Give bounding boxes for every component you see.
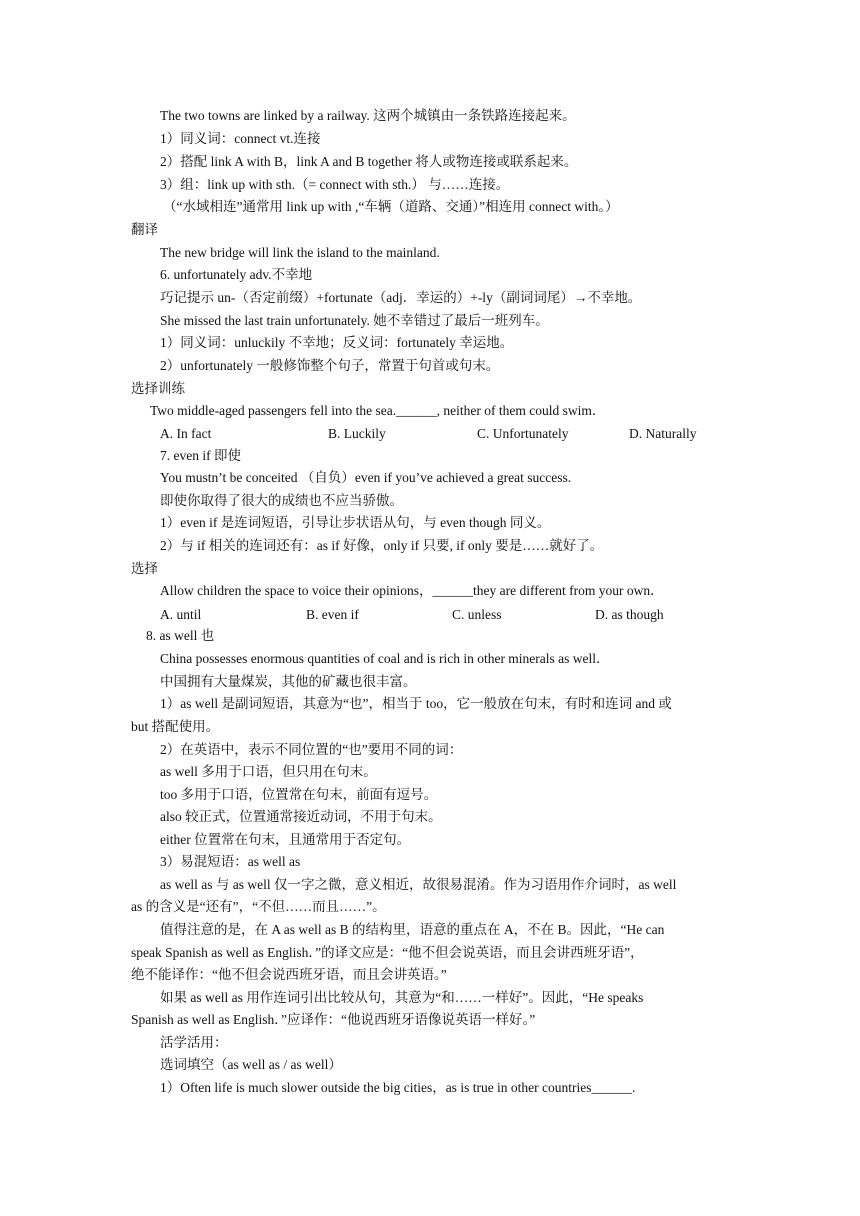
grammar-note-continued: but 搭配使用。 [131,719,220,734]
example-sentence: You mustn’t be conceited （自负）even if you’ve achieved a great success. [160,470,572,485]
related-conjunctions-note: 2）与 if 相关的连词还有：as if 好像，only if 只要, if only 要是……就好了。 [160,538,604,553]
example-translation: 即使你取得了很大的成绩也不应当骄傲。 [160,493,403,508]
practice-label: 活学活用： [160,1035,228,1050]
position-note-as-well: as well 多用于口语，但只用在句末。 [160,764,377,779]
confusable-phrase-heading: 3）易混短语：as well as [160,854,301,869]
example-sentence: China possesses enormous quantities of coal and is rich in other minerals as well． [160,651,610,666]
grammar-note: 1）as well 是副词短语，其意为“也”，相当于 too，它一般放在句末，有时和连词 and 或 [160,696,672,711]
fill-in-question: 1）Often life is much slower outside the big cities，as is true in other countries______. [160,1080,636,1095]
comparison-note-continued: Spanish as well as English．”应译作：“他说西班牙语像说英语一样好。” [131,1012,536,1027]
phrase-note: 3）组：link up with sth.（= connect with sth.） 与……连接。 [160,177,510,192]
emphasis-note-continued: 绝不能译作：“他不但会说西班牙语，而且会讲英语。” [131,967,447,982]
option-d: D. Naturally [629,426,697,441]
section-label-translate: 翻译 [131,222,158,237]
usage-note: （“水域相连”通常用 link up with ,“车辆（道路、交通）”相连用 connect with。） [163,199,619,214]
entry-heading-unfortunately: 6. unfortunately adv.不幸地 [160,267,313,282]
fill-in-instruction: 选词填空（as well as / as well） [160,1057,342,1072]
section-label-choice-training: 选择训练 [131,381,185,396]
example-sentence: She missed the last train unfortunately. 她不幸错过了最后一班列车。 [160,313,549,328]
synonym-note: 1）同义词：connect vt.连接 [160,131,321,146]
position-note-also: also 较正式，位置通常接近动词，不用于句末。 [160,809,442,824]
option-a: A. until [160,607,202,622]
option-b: B. even if [306,607,359,622]
option-d: D. as though [595,607,664,622]
memory-tip: 巧记提示 un-（否定前缀）+fortunate（adj．幸运的）+-ly（副词词尾）→不幸地。 [160,290,642,305]
section-label-choice: 选择 [131,561,158,576]
emphasis-note: 值得注意的是，在 A as well as B 的结构里，语意的重点在 A，不在 B。因此，“He can [160,922,665,937]
grammar-note: 1）even if 是连词短语，引导让步状语从句，与 even though 同义。 [160,515,551,530]
position-note-too: too 多用于口语，位置常在句末，前面有逗号。 [160,787,438,802]
synonym-antonym-note: 1）同义词：unluckily 不幸地；反义词：fortunately 幸运地。 [160,335,514,350]
position-note-heading: 2）在英语中，表示不同位置的“也”要用不同的词： [160,742,463,757]
usage-note: 2）unfortunately 一般修饰整个句子，常置于句首或句末。 [160,358,500,373]
translate-sentence: The new bridge will link the island to the mainland. [160,245,440,260]
example-sentence: The two towns are linked by a railway. 这两个城镇由一条铁路连接起来。 [160,108,576,123]
option-b: B. Luckily [328,426,386,441]
answer-options [0,606,860,624]
comparison-note: 如果 as well as 用作连词引出比较从句，其意为“和……一样好”。因此，“He speaks [160,990,644,1005]
option-a: A. In fact [160,426,212,441]
question-stem: Two middle-aged passengers fell into the sea.______, neither of them could swim． [150,403,606,418]
position-note-either: either 位置常在句末，且通常用于否定句。 [160,832,411,847]
example-translation: 中国拥有大量煤炭，其他的矿藏也很丰富。 [160,674,417,689]
emphasis-note-continued: speak Spanish as well as English．”的译文应是：“他不但会说英语，而且会讲西班牙语”， [131,945,644,960]
entry-heading-even-if: 7. even if 即使 [160,448,241,463]
option-c: C. unless [452,607,502,622]
confusable-explanation-continued: as 的含义是“还有”，“不但……而且……”。 [131,899,386,914]
option-c: C. Unfortunately [477,426,569,441]
answer-options [0,425,860,443]
collocation-note: 2）搭配 link A with B，link A and B together 将人或物连接或联系起来。 [160,154,578,169]
entry-heading-as-well: 8. as well 也 [146,628,215,643]
question-stem: Allow children the space to voice their opinions，______they are different from your own． [160,583,664,598]
confusable-explanation: as well as 与 as well 仅一字之微，意义相近，故很易混淆。作为习语用作介词时，as well [160,877,677,892]
